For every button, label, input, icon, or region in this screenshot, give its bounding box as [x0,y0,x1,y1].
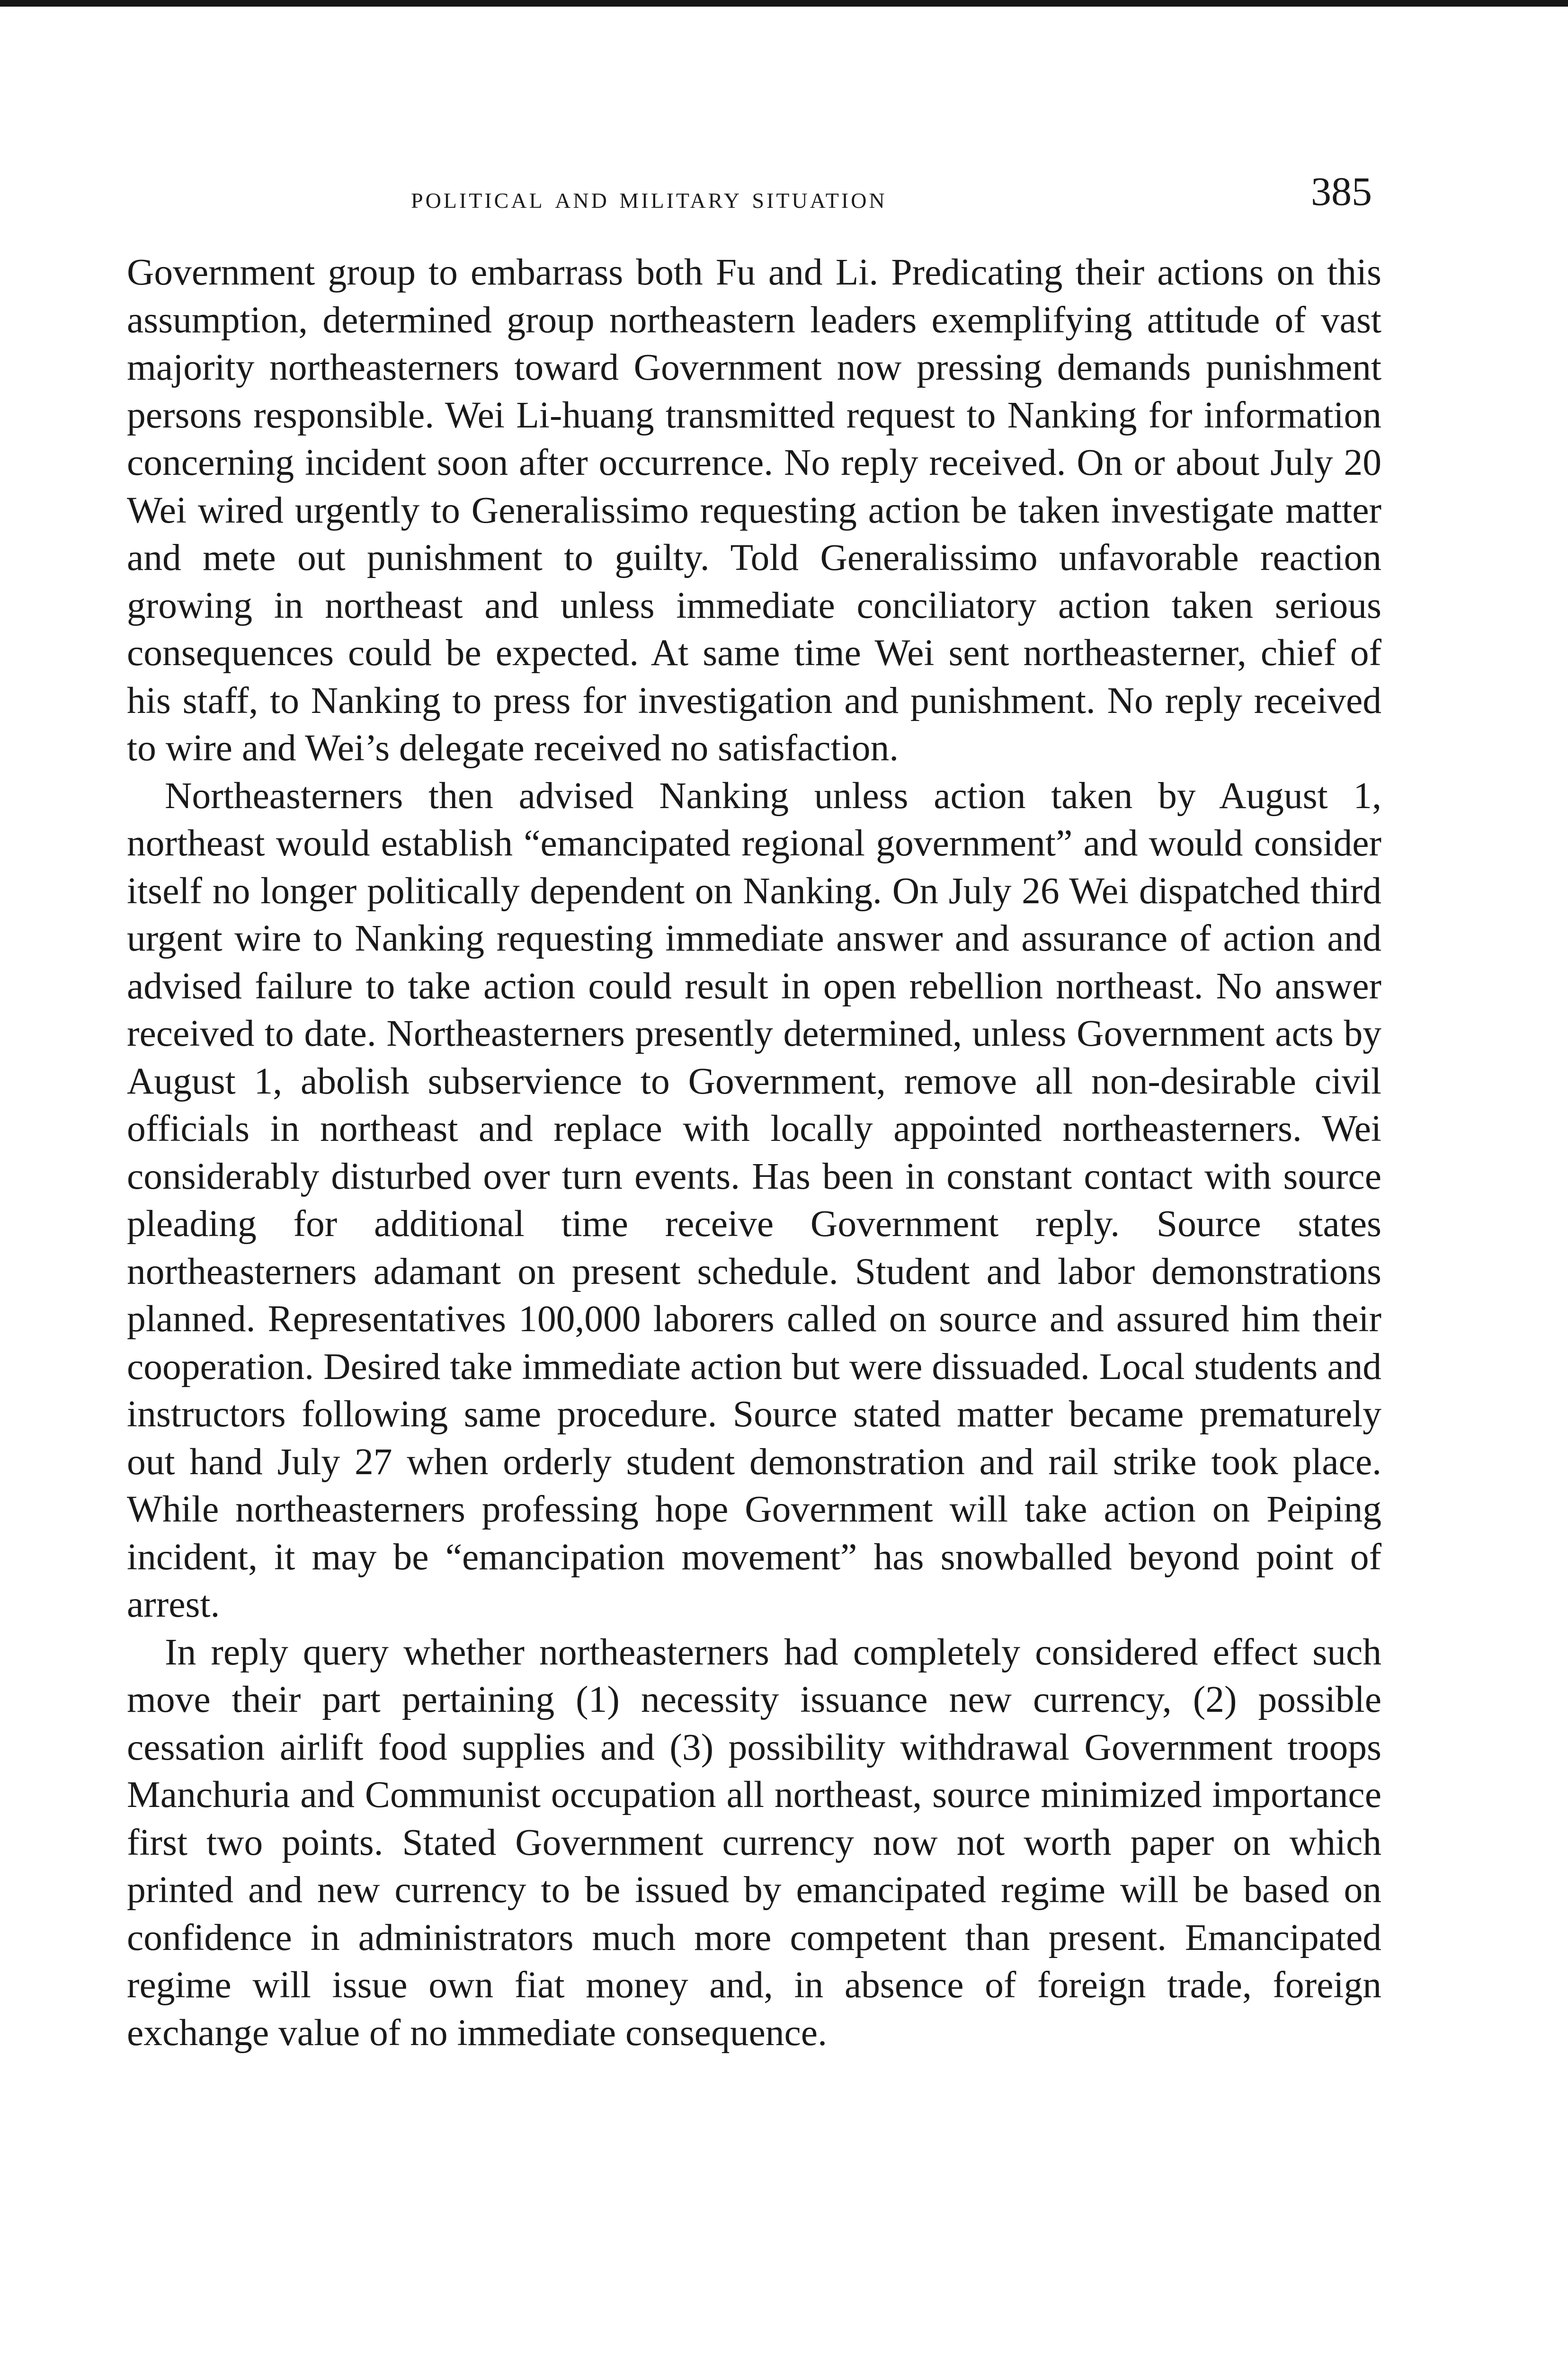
paragraph-3: In reply query whether northeasterners had completely considered effect such move their part pertaining (1) necessity issuance new currency, (2) possible cessation airlift food supplies and (3) possibility withdrawal Government troops Manchuria and Communist occupation all northeast, source minimized importance first two points. Stated Government currency now not worth paper on which printed and new currency to be issued by emancipated regime will be based on confidence in administrators much more competent than present. Emancipated regime will issue own fiat money and, in absence of foreign trade, foreign exchange value of no immediate consequence. [127,1631,1381,2054]
page-number: 385 [1311,169,1372,214]
running-title: political and military situation [411,180,887,215]
paragraph-2: Northeasterners then advised Nanking unless action taken by August 1, northeast would establish “emancipated regional government” and would consider itself no longer politically dependent on Nanking. On July 26 Wei dispatched third urgent wire to Nanking requesting immediate answer and assurance of action and advised failure to take action could result in open rebellion northeast. No answer received to date. Northeasterners presently determined, unless Government acts by August 1, abolish subservience to Government, remove all non-desirable civil officials in northeast and replace with locally appointed northeasterners. Wei considerably disturbed over turn events. Has been in constant contact with source pleading for additional time receive Government reply. Source states northeasterners adamant on present schedule. Student and labor demonstrations planned. Representatives 100,000 laborers called on source and assured him their cooperation. Desired take immediate action but were dissuaded. Local students and instructors following same procedure. Source stated matter became prematurely out hand July 27 when orderly student demonstration and rail strike took place. While northeasterners professing hope Government will take action on Peiping incident, it may be “emancipation movement” has snowballed beyond point of arrest. [127,774,1381,1625]
running-head [127,151,1381,226]
body-text [127,249,1381,2056]
paragraph-1: Government group to embarrass both Fu and Li. Predicating their actions on this assumption, determined group northeastern leaders exemplifying attitude of vast majority northeasterners toward Government now pressing demands punishment persons responsible. Wei Li-huang transmitted request to Nanking for information concerning incident soon after occurrence. No reply received. On or about July 20 Wei wired urgently to Generalissimo requesting action be taken investigate matter and mete out punishment to guilty. Told Generalissimo unfavorable reaction growing in northeast and unless immediate conciliatory action taken serious consequences could be expected. At same time Wei sent northeasterner, chief of his staff, to Nanking to press for investigation and punishment. No reply received to wire and Wei’s delegate received no satisfaction. [127,251,1381,769]
page-top-border [0,0,1568,7]
